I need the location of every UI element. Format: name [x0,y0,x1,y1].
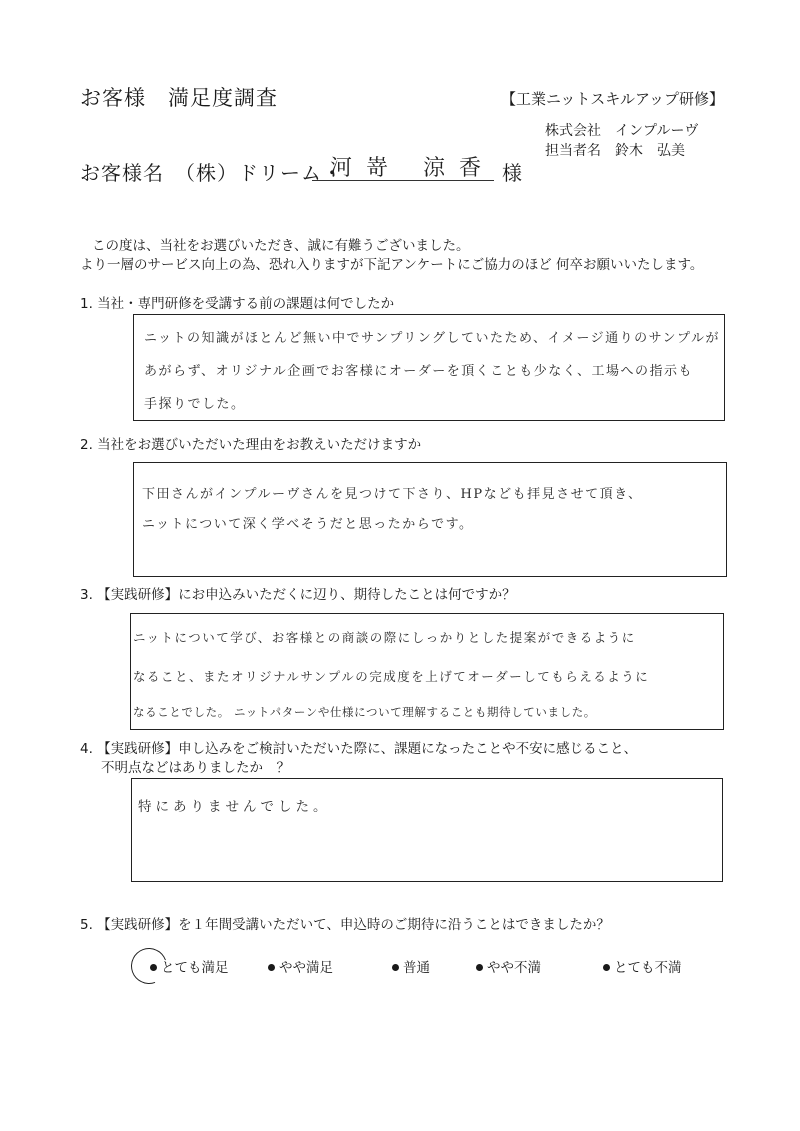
answer-box-3[interactable] [130,613,724,730]
option-somewhat-satisfied-label: やや満足 [279,960,333,976]
option-neutral[interactable] [392,956,430,976]
answer-2-line-1: 下田さんがインプルーヴさんを見つけて下さり、HPなども拝見させて頂き、 [142,487,643,502]
question-4-label: 4. 【実践研修】申し込みをご検討いただいた際に、課題になったことや不安に感じること、 [80,741,638,757]
option-very-dissatisfied[interactable] [603,956,682,976]
question-1-label: 1. 当社・専門研修を受講する前の課題は何でしたか [80,296,395,312]
staff-name: 担当者名 鈴木 弘美 [545,143,685,159]
question-5-label: 5. 【実践研修】を１年間受講いただいて、申込時のご期待に沿うことはできましたか？ [80,917,610,933]
answer-4-line-1: 特にありませんでした。 [138,799,331,815]
answer-1-line-1: ニットの知識がほとんど無い中でサンプリングしていたため、イメージ通りのサンプルが [144,331,720,346]
option-very-satisfied-label: とても満足 [161,960,229,976]
survey-title: お客様 満足度調査 [80,86,278,110]
option-somewhat-dissatisfied-label: やや不満 [487,960,541,976]
course-name: 【工業ニットスキルアップ研修】 [500,90,724,108]
option-somewhat-satisfied[interactable] [268,956,333,976]
answer-1-line-2: あがらず、オリジナル企画でお客様にオーダーを頂くことも少なく、工場への指示も [144,364,694,379]
answer-3-line-1: ニットについて学び、お客様との商談の際にしっかりとした提案ができるように [133,630,636,645]
answer-box-4[interactable] [131,778,723,882]
answer-3-line-2: なること、またオリジナルサンプルの完成度を上げてオーダーしてもらえるように [133,669,650,684]
customer-name-handwritten[interactable]: 河嵜 涼香 [330,156,495,181]
answer-1-line-3: 手探りでした。 [144,397,246,412]
answer-box-1[interactable] [133,314,725,421]
answer-box-2[interactable] [133,462,727,577]
question-2-label: 2. 当社をお選びいただいた理由をお教えいただけますか [80,437,422,453]
intro-line-2: より一層のサービス向上の為、恐れ入りますが下記アンケートにご協力のほど 何卒お願いいたします。 [80,257,704,273]
option-very-satisfied[interactable] [150,956,229,976]
question-3-label: 3. 【実践研修】にお申込みいただくに辺り、期待したことは何ですか？ [80,587,516,603]
honorific: 様 [502,161,522,185]
company-name: 株式会社 インプルーヴ [545,123,699,139]
question-4-label-cont: 不明点などはありましたか ？ [101,760,290,776]
option-very-dissatisfied-label: とても不満 [614,960,682,976]
customer-label: お客様名 （株）ドリーム・ [80,161,343,185]
answer-3-line-3: なることでした。 ニットパターンや仕様について理解することも期待していました。 [133,705,596,719]
intro-line-1: この度は、当社をお選びいただき、誠に有難うございました。 [92,238,470,254]
answer-2-line-2: ニットについて深く学べそうだと思ったからです。 [142,517,474,532]
option-neutral-label: 普通 [403,960,430,976]
option-somewhat-dissatisfied[interactable] [476,956,541,976]
